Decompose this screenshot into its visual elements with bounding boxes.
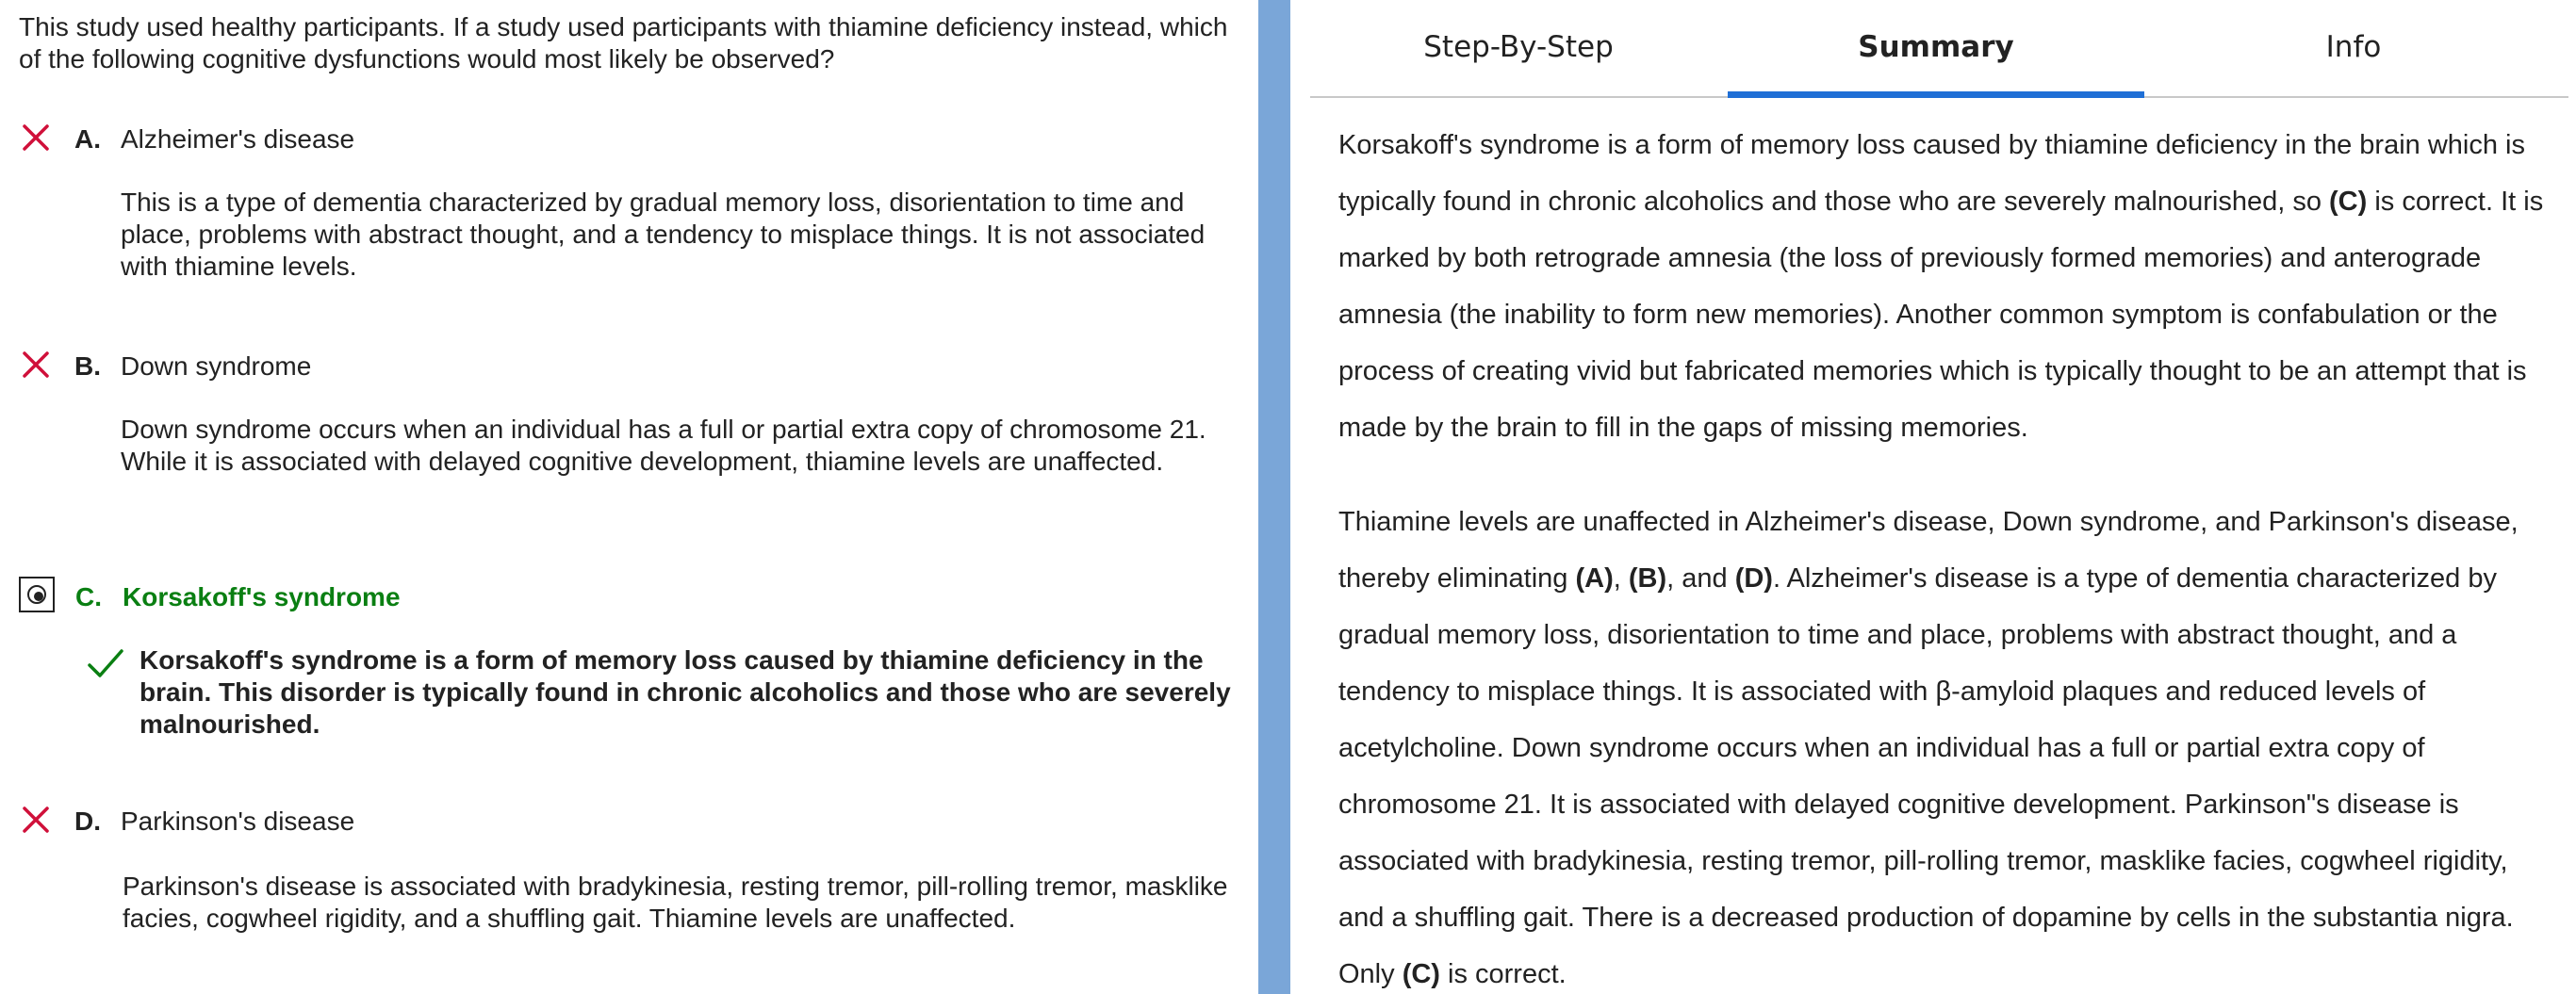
option-explanation: Parkinson's disease is associated with bradykinesia, resting tremor, pill-rolling tremor, masklike facies, cogwheel rigidity, and a shuffling gait. Thiamine levels are unaffected. <box>123 872 1228 933</box>
answer-option-header[interactable] <box>0 803 1258 840</box>
tab-label: Info <box>2325 30 2382 64</box>
summary-paragraph <box>1338 494 2554 994</box>
answer-option-header[interactable] <box>0 121 1258 158</box>
option-explanation: This is a type of dementia characterized by gradual memory loss, disorientation to time and place, problems with abstract thought, and a tendency to misplace things. It is not associated with thiamine levels. <box>121 187 1206 281</box>
question-pane <box>0 0 1258 994</box>
option-text: Down syndrome <box>121 351 312 381</box>
pane-divider[interactable] <box>1258 0 1290 994</box>
answer-reference: (B) <box>1628 563 1667 594</box>
summary-text-run: , <box>1613 563 1629 594</box>
explanation-pane <box>1290 0 2576 994</box>
summary-text-run: Korsakoff's syndrome is a form of memory loss caused by thiamine deficiency in the brain which is typically found in chronic alcoholics and those who are severely malnourished, so <box>1338 130 2525 217</box>
tab-label: Summary <box>1858 30 2014 64</box>
summary-text-run: Thiamine levels are unaffected in Alzheimer's disease, Down syndrome, and Parkinson's disease, thereby eliminating <box>1338 507 2519 594</box>
question-stem: This study used healthy participants. If a study used participants with thiamine deficiency instead, which of the following cognitive dysfunctions would most likely be observed? <box>19 12 1228 73</box>
summary-paragraph <box>1338 117 2554 456</box>
option-letter: C. <box>75 582 102 611</box>
option-explanation: Down syndrome occurs when an individual has a full or partial extra copy of chromosome 21. While it is associated with delayed cognitive development, thiamine levels are unaffected. <box>121 415 1206 476</box>
incorrect-x-icon <box>21 122 51 153</box>
tab-summary[interactable] <box>1728 0 2144 96</box>
answer-reference: (C) <box>1402 959 1440 989</box>
summary-text-run: . Alzheimer's disease is a type of dementia characterized by gradual memory loss, disorientation to time and place, problems with abstract thought, and a tendency to misplace things. It is associated with β-amyloid plaques and reduced levels of acetylcholine. Down syndrome occurs when an individual has a full or partial extra copy of chromosome 21. It is associated with delayed cognitive development. Parkinson"s disease is associated with bradykinesia, resting tremor, pill-rolling tremor, masklike facies, cogwheel rigidity, and a shuffling gait. There is a decreased production of dopamine by cells in the substantia nigra. Only <box>1338 563 2514 989</box>
option-letter: A. <box>74 124 101 154</box>
selected-radio-button[interactable] <box>19 577 55 612</box>
option-letter: D. <box>74 807 101 836</box>
option-text: Parkinson's disease <box>121 807 355 836</box>
explanation-tabs <box>1310 0 2568 98</box>
tab-label: Step-By-Step <box>1423 30 1614 64</box>
option-explanation: Korsakoff's syndrome is a form of memory loss caused by thiamine deficiency in the brain. This disorder is typically found in chronic alcoholics and those who are severely malnourished. <box>139 645 1231 739</box>
answer-option-header[interactable] <box>0 348 1258 385</box>
option-text: Alzheimer's disease <box>121 124 355 154</box>
summary-text-run: , and <box>1666 563 1735 594</box>
answer-reference: (A) <box>1575 563 1614 594</box>
summary-text-run: is correct. It is marked by both retrograde amnesia (the loss of previously formed memories) and anterograde amnesia (the inability to form new memories). Another common symptom is confabulation or the process of creating vivid but fabricated memories which is typically thought to be an attempt that is made by the brain to fill in the gaps of missing memories. <box>1338 187 2544 443</box>
answer-reference: (C) <box>2329 187 2368 217</box>
incorrect-x-icon <box>21 805 51 835</box>
radio-dot <box>34 592 43 601</box>
tab-step-by-step[interactable] <box>1310 0 1727 96</box>
tab-info[interactable] <box>2145 0 2562 96</box>
answer-reference: (D) <box>1734 563 1773 594</box>
option-text: Korsakoff's syndrome <box>123 582 401 611</box>
summary-text-run: is correct. <box>1439 959 1567 989</box>
correct-check-icon <box>87 646 124 680</box>
answer-option-header[interactable] <box>0 578 1258 616</box>
incorrect-x-icon <box>21 350 51 380</box>
option-letter: B. <box>74 351 101 381</box>
summary-text <box>1338 117 2554 994</box>
radio-ring <box>27 585 46 604</box>
active-tab-indicator <box>1728 91 2144 98</box>
